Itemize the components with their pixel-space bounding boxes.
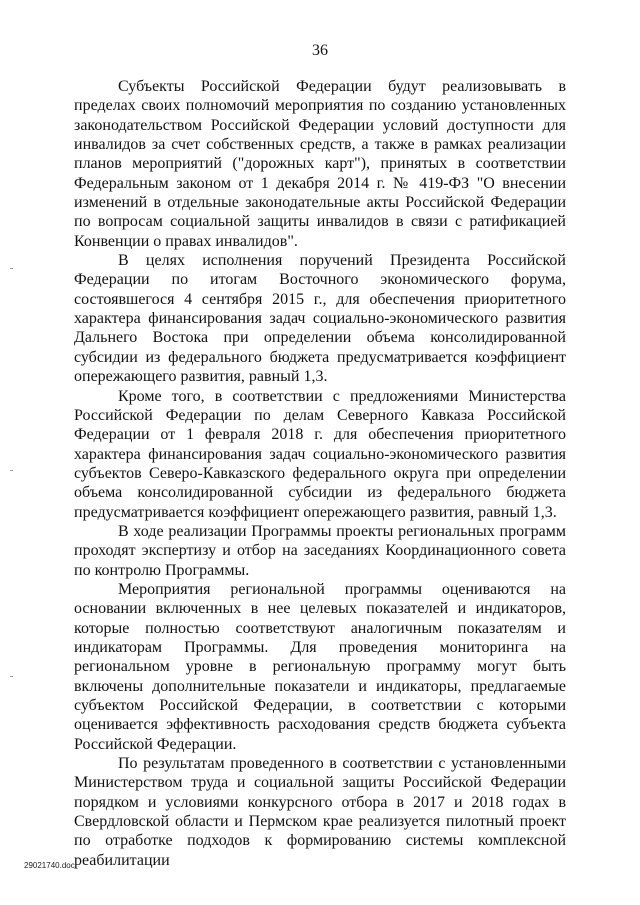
margin-mark [10,676,13,677]
margin-mark [10,268,13,269]
paragraph: Мероприятия региональной программы оцениваются на основании включенных в нее целевых показателей и индикаторов, которые полностью соответствуют аналогичным показателям и индикаторам Программы. Для проведения мониторинга на региональном уровне в региональную программу могут быть включены дополнительные показатели и индикаторы, предлагаемые субъектом Российской Федерации, в соответствии с которыми оценивается эффективность расходования средств бюджета субъекта Российской Федерации. [74,580,566,753]
paragraph: Кроме того, в соответствии с предложениями Министерства Российской Федерации по делам Северного Кавказа Российской Федерации от 1 февраля 2018 г. для обеспечения приоритетного характера финансирования задач социально-экономического развития субъектов Северо-Кавказского федерального округа при определении объема консолидированной субсидии из федерального бюджета предусматривается коэффициент опережающего развития, равный 1,3. [74,387,566,521]
paragraph: В ходе реализации Программы проекты региональных программ проходят экспертизу и отбор на заседаниях Координационного совета по контролю Программы. [74,522,566,579]
document-body [74,77,566,870]
paragraph: По результатам проведенного в соответствии с установленными Министерством труда и социальной защиты Российской Федерации порядком и условиями конкурсного отбора в 2017 и 2018 годах в Свердловской области и Пермском крае реализуется пилотный проект по отработке подходов к формированию системы комплексной реабилитации [74,755,566,869]
page-number: 36 [312,42,328,59]
footer-filename: 29021740.doc [24,861,75,870]
paragraph: Субъекты Российской Федерации будут реализовывать в пределах своих полномочий мероприятия по созданию установленных законодательством Российской Федерации условий доступности для инвалидов за счет собственных средств, а также в рамках реализации планов мероприятий ("дорожных карт"), принятых в соответствии Федеральным законом от 1 декабря 2014 г. № 419-ФЗ "О внесении изменений в отдельные законодательные акты Российской Федерации по вопросам социальной защиты инвалидов в связи с ратификацией Конвенции о правах инвалидов". [74,78,566,250]
margin-mark [10,470,13,471]
paragraph: В целях исполнения поручений Президента Российской Федерации по итогам Восточного экономического форума, состоявшегося 4 сентября 2015 г., для обеспечения приоритетного характера финансирования задач социально-экономического развития Дальнего Востока при определении объема консолидированной субсидии из федерального бюджета предусматривается коэффициент опережающего развития, равный 1,3. [74,252,566,386]
